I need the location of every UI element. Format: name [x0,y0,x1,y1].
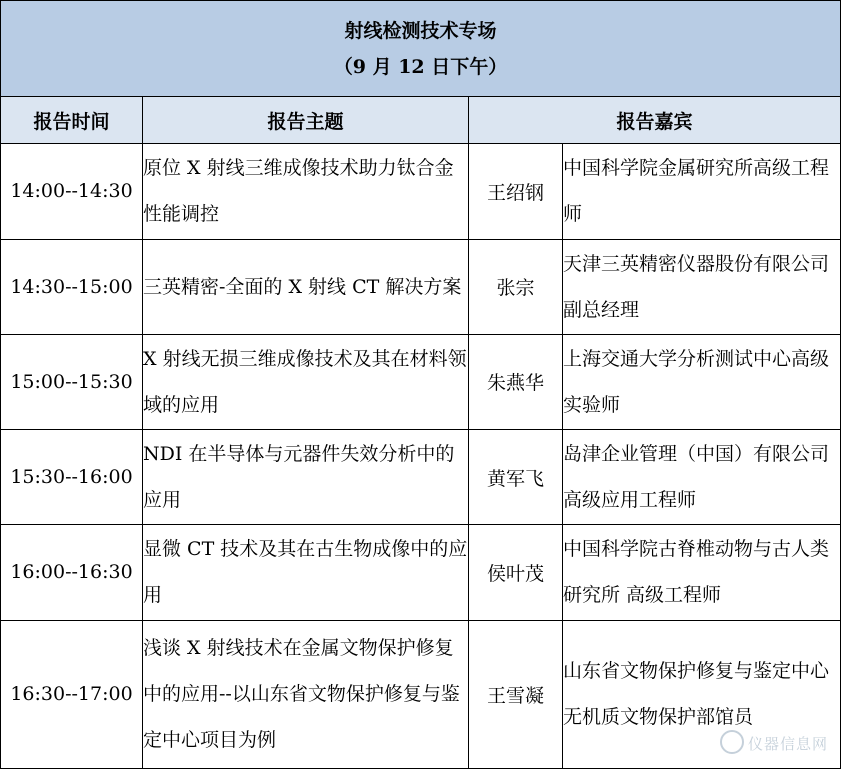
table-row [1,334,841,429]
table-row [1,144,841,239]
session-date: （9 月 12 日下午） [333,55,508,78]
row-speaker: 侯叶茂 [469,525,563,620]
header-time: 报告时间 [1,97,143,144]
row-topic: NDI 在半导体与元器件失效分析中的应用 [143,430,469,525]
row-time: 16:30--17:00 [1,620,143,768]
row-time: 14:00--14:30 [1,144,143,239]
header-topic: 报告主题 [143,97,469,144]
table-row [1,239,841,334]
title-row [1,1,841,97]
row-topic: 浅谈 X 射线技术在金属文物保护修复中的应用--以山东省文物保护修复与鉴定中心项目为例 [143,620,469,768]
row-time: 14:30--15:00 [1,239,143,334]
row-speaker: 黄军飞 [469,430,563,525]
row-topic: 原位 X 射线三维成像技术助力钛合金性能调控 [143,144,469,239]
row-time: 15:00--15:30 [1,334,143,429]
table-row [1,430,841,525]
row-topic: 三英精密-全面的 X 射线 CT 解决方案 [143,239,469,334]
row-topic: 显微 CT 技术及其在古生物成像中的应用 [143,525,469,620]
row-time: 16:00--16:30 [1,525,143,620]
table-row [1,620,841,768]
session-title: 射线检测技术专场 [344,19,497,42]
row-affiliation: 上海交通大学分析测试中心高级实验师 [563,334,841,429]
header-speaker: 报告嘉宾 [469,97,841,144]
row-affiliation: 岛津企业管理（中国）有限公司高级应用工程师 [563,430,841,525]
row-affiliation: 中国科学院金属研究所高级工程师 [563,144,841,239]
row-topic: X 射线无损三维成像技术及其在材料领域的应用 [143,334,469,429]
row-speaker: 张宗 [469,239,563,334]
row-time: 15:30--16:00 [1,430,143,525]
row-affiliation: 天津三英精密仪器股份有限公司副总经理 [563,239,841,334]
table-row [1,525,841,620]
watermark-text: 仪器信息网 [747,735,828,753]
row-speaker: 王绍钢 [469,144,563,239]
title-cell [1,1,841,97]
row-speaker: 王雪凝 [469,620,563,768]
row-affiliation: 中国科学院古脊椎动物与古人类研究所 高级工程师 [563,525,841,620]
header-row [1,97,841,144]
row-affiliation: 山东省文物保护修复与鉴定中心无机质文物保护部馆员 [563,620,841,768]
row-speaker: 朱燕华 [469,334,563,429]
